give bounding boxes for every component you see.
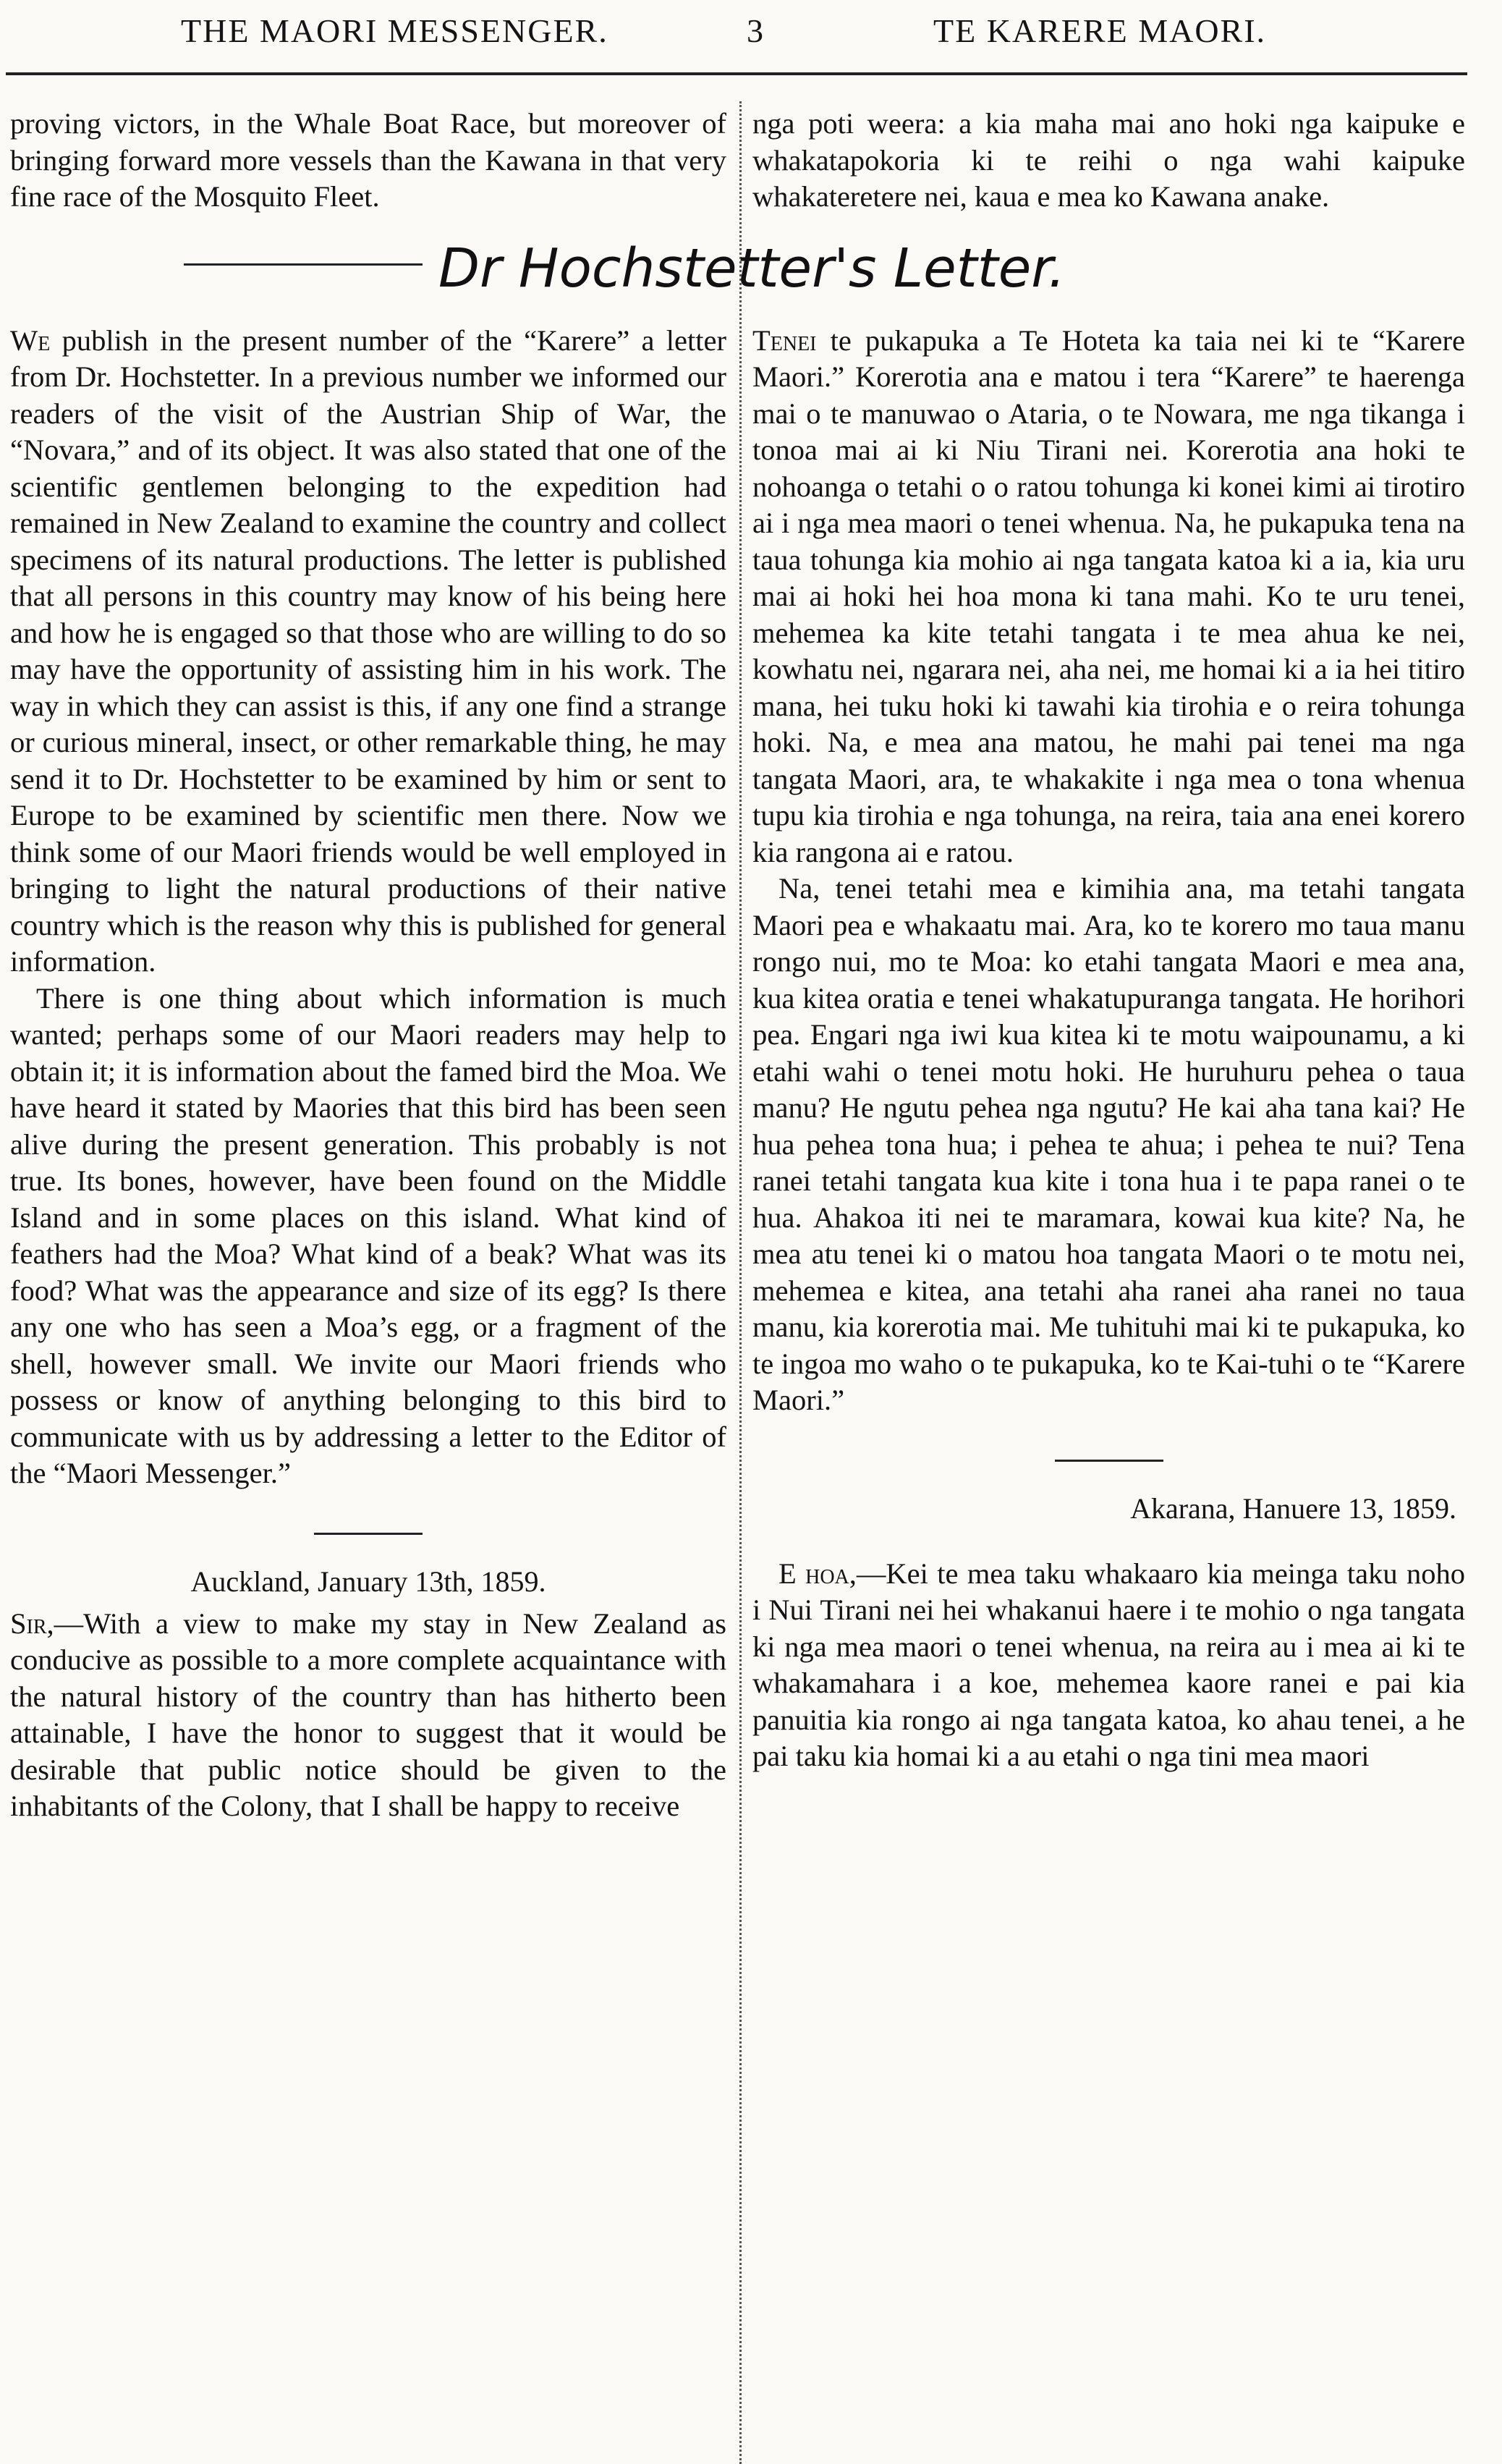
moa-paragraph: There is one thing about which information is much wanted; perhaps some of our Maori readers may help to obtain it; it is information about the famed bird the Moa. We have heard it stated by Maories that this bird has been seen alive during the present generation. This probably is not true. Its bones, however, have been found on the Middle Island and in some places on this island. What kind of feathers had the Moa? What kind of a beak? What was its food? What was the appearance and size of its egg? Is there any one who has seen a Moa’s egg, or a fragment of the shell, however small. We invite our Maori friends who possess or know of anything belonging to this bird to communicate with us by addressing a letter to the Editor of the “Maori Messenger.” <box>10 981 726 1489</box>
continued-paragraph-maori: nga poti weera: a kia maha mai ano hoki nga kaipuke e whakatapokoria ki te reihi o nga wahi kaipuke whakateretere nei, kaua e mea ko Kawana anake. <box>752 107 1465 213</box>
letter-dateline-maori: Akarana, Hanuere 13, 1859. <box>1130 1491 1456 1525</box>
section-rule-maori <box>1055 1460 1163 1462</box>
header-rule <box>6 72 1467 75</box>
title-rule-left <box>184 263 423 266</box>
intro-body-maori: te pukapuka a Te Hoteta ka taia nei ki te “Karere Maori.” Korerotia ana e matou i tera “Karere” te haerenga mai o te manuwao o Ataria, o te Nowara, me nga tikanga i tonoa mai ai ki Niu Tirani nei. Korerotia ana hoki te nohoanga o tetahi o o ratou tohunga ki konei kimi ai tirotiro ai i nga mea maori o tenei whenua. Na, he pukapuka tena na taua tohunga kia mohio ai nga tangata katoa ki a ia, kia uru mai ai hoki hei hoa mona ki tana mahi. Ko te uru tenei, mehemea ka kite tetahi tangata i te mea ahua ke nei, kowhatu nei, ngarara nei, aha nei, me homai ki a ia hei titiro mana, hei tuku hoki ki tawahi kia tirohia e o reira tohunga hoki. Na, e mea ana matou, he mahi pai tenei ma nga tangata Maori, ara, te whakakite i nga mea o tona whenua tupu kia tirohia e nga tohunga, na reira, taia ana enei korero kia rangona ai e ratou. <box>752 323 1465 868</box>
letter-body: —With a view to make my stay in New Zealand as conducive as possible to a more complete acquaintance with the natural history of the country than has hitherto been attainable, I have the honor to suggest that it would be desirable that public notice should be given to the inhabitants of the Colony, that I shall be happy to receive <box>10 1606 726 1822</box>
column-divider <box>739 101 742 2464</box>
moa-paragraph-maori: Na, tenei tetahi mea e kimihia ana, ma tetahi tangata Maori pea e whakaatu mai. Ara, ko te korero mo taua manu rongo nui, mo te Moa: ko etahi tangata Maori e mea ana, kua kitea oratia e tenei whakatupuranga tangata. He horihori pea. Engari nga iwi kua kitea ki te motu waipounamu, a ki etahi wahi o tenei motu hoki. He huruhuru pehea o taua manu? He ngutu pehea nga ngutu? He kai aha tana kai? He hua pehea tona hua; i pehea te ahua; i pehea te nui? Tena ranei tetahi tangata kua kite i tona hua i te papa ranei o te hua. Ahakoa iti nei te maramara, kowai kua kite? Na, he mea atu tenei ki o matou hoa tangata Maori o te motu nei, mehemea e kitea, ana tetahi aha ranei aha ranei no taua manu, kia korerotia mai. Me tuhituhi mai ki te pukapuka, ko te ingoa mo waho o te pukapuka, ko te Kai-tuhi o te “Karere Maori.” <box>752 872 1465 1416</box>
intro-paragraph <box>10 323 726 981</box>
letter-paragraph <box>10 1606 726 1825</box>
page-header <box>0 0 1502 67</box>
article-title-block <box>10 227 1066 314</box>
intro-lead-word: We <box>10 323 51 357</box>
title-spacer <box>752 216 1465 323</box>
intro-body: publish in the present number of the “Karere” a letter from Dr. Hochstetter. In a previous number we informed our readers of the visit of the Austrian Ship of War, the “Novara,” and of its object. It was also stated that one of the scientific gentlemen belonging to the expedition had remained in New Zealand to examine the country and collect specimens of its natural productions. The letter is published that all persons in this country may know of his being here and how he is engaged so that those who are willing to do so may have the opportunity of assisting him in his work. The way in which they can assist is this, if any one find a strange or curious mineral, insect, or other remarkable thing, he may send it to Dr. Hochstetter to be examined by him or sent to Europe to be examined by scientific men there. Now we think some of our Maori friends would be well employed in bringing to light the natural productions of their native country which is the reason why this is published for general information. <box>10 323 726 978</box>
letter-body-maori: —Kei te mea taku whakaaro kia meinga taku noho i Nui Tirani nei hei whakanui haere i te mohio o nga tangata ki nga mea maori o tenei whenua, na reira au i mea ai ki te whakamahara i a koe, mehemea kaore ranei e pai kia panuitia kia rongo ai nga tangata katoa, ko ahau tenei, a he pai taku kia homai ki a au etahi o nga tini mea maori <box>752 1557 1465 1772</box>
letter-dateline: Auckland, January 13th, 1859. <box>190 1565 546 1598</box>
section-rule <box>314 1533 423 1535</box>
letter-salutation: Sir, <box>10 1606 54 1640</box>
article-title: Dr Hochstetter's Letter. <box>438 237 1066 300</box>
intro-paragraph-maori <box>752 323 1465 871</box>
letter-paragraph-maori <box>752 1556 1465 1775</box>
continued-paragraph: proving victors, in the Whale Boat Race, but moreover of bringing forward more vessels than the Kawana in that very fine race of the Mosquito Fleet. <box>10 107 726 213</box>
masthead-maori: TE KARERE MAORI. <box>933 12 1267 49</box>
maori-column <box>752 106 1465 1775</box>
masthead-english: THE MAORI MESSENGER. <box>181 12 608 49</box>
intro-lead-word-maori: Tenei <box>752 323 817 357</box>
letter-salutation-maori: E hoa, <box>778 1557 857 1590</box>
page-number: 3 <box>747 12 765 49</box>
